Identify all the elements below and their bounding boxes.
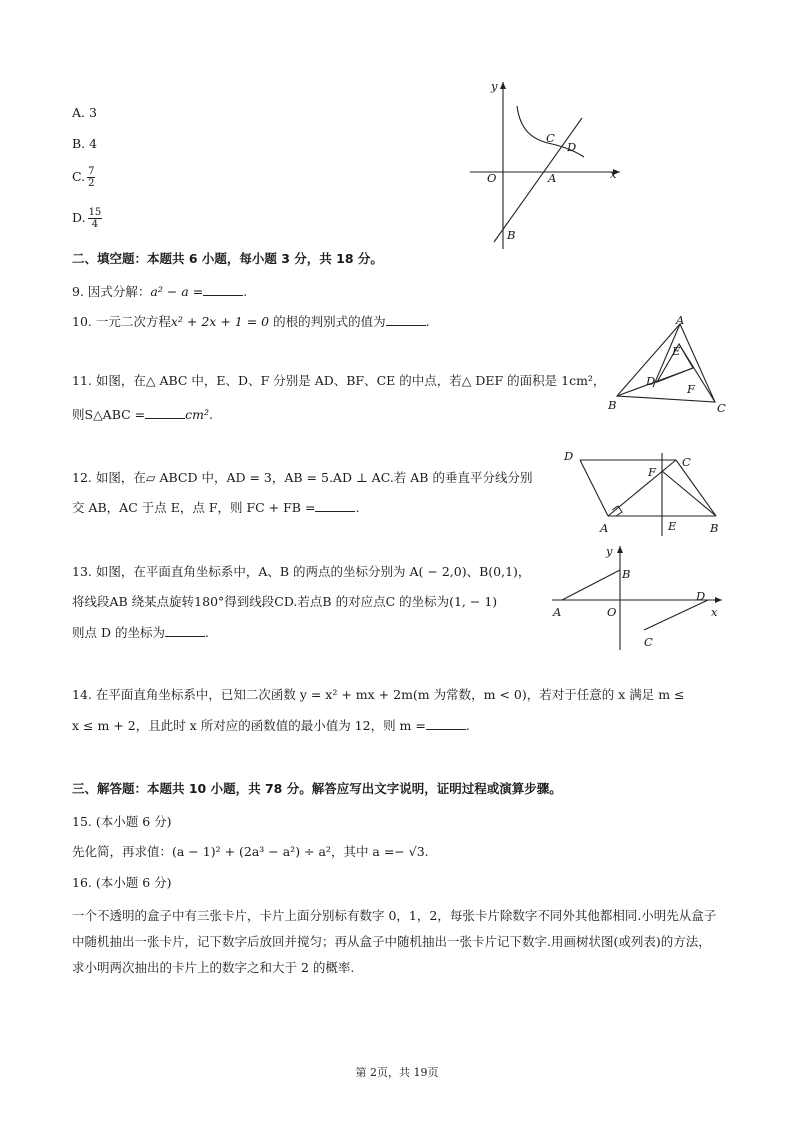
axis-label-y: y <box>606 544 613 558</box>
point-label-e: E <box>672 344 681 358</box>
option-value: 3 <box>89 105 97 120</box>
question-15-body: 先化简，再求值：(a − 1)² + (2a³ − a²) ÷ a²，其中 a =− √3. <box>72 844 429 859</box>
figure-triangle-def <box>605 314 730 419</box>
unit-text: cm². <box>185 407 213 422</box>
point-label-d: D <box>696 589 706 603</box>
question-10 <box>72 313 430 331</box>
question-9 <box>72 283 247 301</box>
figure-rotation-graph <box>548 540 728 655</box>
option-letter: A. <box>72 105 86 120</box>
question-13-line3 <box>72 624 209 642</box>
point-label-c: C <box>682 455 691 469</box>
question-text: x ≤ m + 2，且此时 x 所对应的函数值的最小值为 12，则 m = <box>72 718 426 733</box>
option-letter: D. <box>72 210 86 225</box>
question-11-line2 <box>72 406 213 424</box>
question-text: . <box>243 284 248 299</box>
point-label-a: A <box>548 171 557 185</box>
question-15-heading: 15. (本小题 6 分) <box>72 814 172 829</box>
fraction: $\frac{15}{4}$ <box>88 207 102 230</box>
question-text: 13. 如图，在平面直角坐标系中，A、B 的两点的坐标分别为 A( − 2,0)、B(0,1)， <box>72 564 531 579</box>
point-label-b: B <box>507 228 516 242</box>
question-12 <box>72 469 532 487</box>
question-text: . <box>204 625 209 640</box>
question-14 <box>72 686 685 704</box>
figure-parallelogram <box>560 448 730 543</box>
question-text: 10. 一元二次方程 <box>72 314 171 329</box>
question-text: 的根的判别式的值为 <box>269 314 386 329</box>
section-3-title: 三、解答题：本题共 10 小题，共 78 分。解答应写出文字说明，证明过程或演算步骤。 <box>72 781 562 796</box>
question-text: 12. 如图，在▱ ABCD 中，AD = 3，AB = 5.AD ⊥ AC.若 AB 的垂直平分线分别 <box>72 470 533 485</box>
math-expression: a² − a = <box>150 284 204 299</box>
point-label-c: C <box>546 131 555 145</box>
point-label-b: B <box>622 567 631 581</box>
question-text: . <box>465 718 470 733</box>
answer-blank <box>203 283 243 296</box>
point-label-b: B <box>710 521 719 535</box>
question-text: 14. 在平面直角坐标系中，已知二次函数 y = x² + mx + 2m(m 为常数，m < 0)，若对于任意的 x 满足 m ≤ <box>72 687 685 702</box>
option-c <box>72 166 95 189</box>
question-text: 将线段AB 绕某点旋转180°得到线段CD.若点B 的对应点C 的坐标为(1, − 1) <box>72 594 498 609</box>
question-16-heading: 16. (本小题 6 分) <box>72 875 172 890</box>
figure-hyperbola-graph <box>460 74 630 254</box>
option-b <box>72 135 97 153</box>
question-text: . <box>425 314 430 329</box>
option-d <box>72 207 102 230</box>
question-text: 则点 D 的坐标为 <box>72 625 165 640</box>
question-16-body: 一个不透明的盒子中有三张卡片，卡片上面分别标有数字 0，1，2，每张卡片除数字不同外其他都相同.小明先从盒子中随机抽出一张卡片，记下数字后放回并搅匀；再从盒子中随机抽出一张卡片记下数字.用画树状图(或列表)的方法，求小明两次抽出的卡片上的数字之和大于 2 的概率. <box>72 908 717 975</box>
point-label-d: D <box>564 449 574 463</box>
section-2-title: 二、填空题：本题共 6 小题，每小题 3 分，共 18 分。 <box>72 251 383 266</box>
answer-blank <box>386 313 426 326</box>
question-text: 11. 如图，在△ ABC 中，E、D、F 分别是 AD、BF、CE 的中点，若△ DEF 的面积是 1cm²， <box>72 373 606 388</box>
option-letter: C. <box>72 169 86 184</box>
axis-label-y: y <box>491 79 498 93</box>
answer-blank <box>426 717 466 730</box>
point-label-c: C <box>644 635 653 649</box>
point-label-d: D <box>646 374 656 388</box>
question-14-line2 <box>72 717 470 735</box>
option-value: 4 <box>89 136 98 151</box>
point-label-o: O <box>607 605 617 619</box>
math-expression: x² + 2x + 1 = 0 <box>170 314 270 329</box>
point-label-f: F <box>687 382 695 396</box>
point-label-f: F <box>648 465 656 479</box>
point-label-a: A <box>553 605 562 619</box>
point-label-a: A <box>676 313 685 327</box>
answer-blank <box>145 406 185 419</box>
option-a <box>72 104 97 122</box>
question-text: 9. 因式分解： <box>72 284 151 299</box>
question-13 <box>72 563 530 581</box>
point-label-d: D <box>567 140 577 154</box>
question-12-line2 <box>72 499 359 517</box>
point-label-e: E <box>668 519 677 533</box>
question-text: . <box>355 500 360 515</box>
answer-blank <box>315 499 355 512</box>
point-label-c: C <box>717 401 726 415</box>
question-text: 则S△ABC = <box>72 407 146 422</box>
question-11 <box>72 372 605 390</box>
option-letter: B. <box>72 136 86 151</box>
point-label-a: A <box>600 521 609 535</box>
axis-label-x: x <box>711 605 718 619</box>
question-13-line2 <box>72 593 497 611</box>
point-label-b: B <box>608 398 617 412</box>
point-label-o: O <box>487 171 497 185</box>
answer-blank <box>165 624 205 637</box>
fraction: $\frac{7}{2}$ <box>88 166 95 189</box>
question-text: 交 AB，AC 于点 E，点 F，则 FC + FB = <box>72 500 316 515</box>
axis-label-x: x <box>610 167 617 181</box>
page-footer: 第 2页，共 19页 <box>355 1066 439 1079</box>
